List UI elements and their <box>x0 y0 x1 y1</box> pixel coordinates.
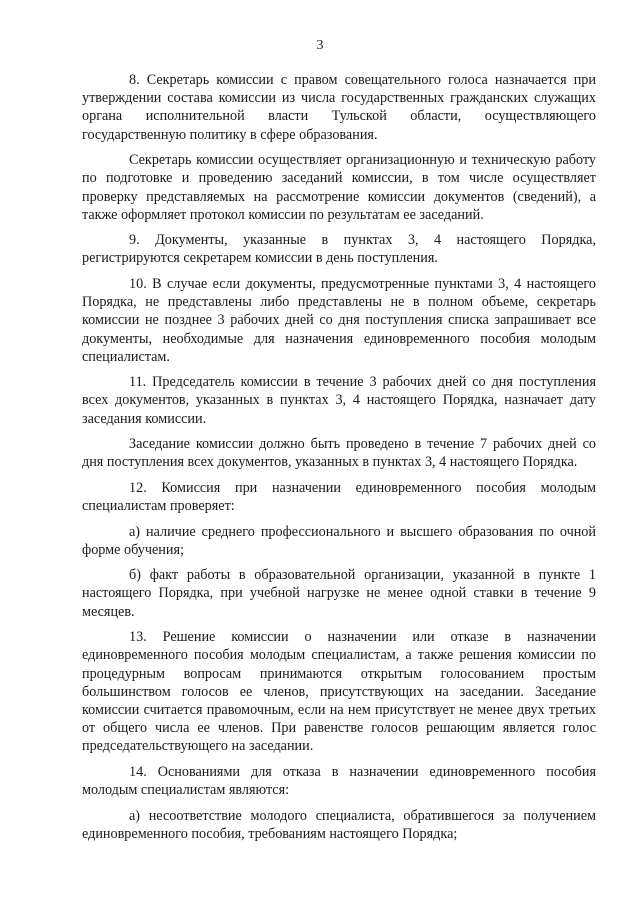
paragraph-12-a: а) наличие среднего профессионального и высшего образования по очной форме обучения; <box>82 523 596 558</box>
paragraph-9: 9. Документы, указанные в пунктах 3, 4 настоящего Порядка, регистрируются секретарем комиссии в день поступления. <box>82 232 596 267</box>
page-number: 3 <box>316 38 324 53</box>
document-body <box>82 71 596 850</box>
paragraph-13: 13. Решение комиссии о назначении или отказе в назначении единовременного пособия молодым специалистам, а также решения комиссии по процедурным вопросам принимаются открытым голосованием простым большинством голосов ее членов, присутствующих на заседании. Заседание комиссии считается правомочным, если на нем присутствует не менее двух третьих от общего числа ее членов. При равенстве голосов решающим является голос председательствующего на заседании. <box>82 629 596 755</box>
paragraph-8: 8. Секретарь комиссии с правом совещательного голоса назначается при утверждении состава комиссии из числа государственных гражданских служащих органа исполнительной власти Тульской области, осуществляющего государственную политику в сфере образования. <box>82 72 596 143</box>
paragraph-11: 11. Председатель комиссии в течение 3 рабочих дней со дня поступления всех документов, указанных в пунктах 3, 4 настоящего Порядка, назначает дату заседания комиссии. <box>82 374 596 427</box>
paragraph-8-secretary-duties: Секретарь комиссии осуществляет организационную и техническую работу по подготовке и проведению заседаний комиссии, в том числе осуществляет проверку представляемых на рассмотрение комиссии документов (сведений), а также оформляет протокол комиссии по результатам ее заседаний. <box>82 152 596 223</box>
paragraph-12-b: б) факт работы в образовательной организации, указанной в пункте 1 настоящего Порядка, при учебной нагрузке не менее одной ставки в течение 9 месяцев. <box>82 567 596 620</box>
paragraph-12: 12. Комиссия при назначении единовременного пособия молодым специалистам проверяет: <box>82 479 596 515</box>
paragraph-11-meeting-deadline: Заседание комиссии должно быть проведено в течение 7 рабочих дней со дня поступления всех документов, указанных в пунктах 3, 4 настоящего Порядка. <box>82 436 596 471</box>
paragraph-10: 10. В случае если документы, предусмотренные пунктами 3, 4 настоящего Порядка, не представлены либо представлены не в полном объеме, секретарь комиссии не позднее 3 рабочих дней со дня поступления списка запрашивает все документы, необходимые для назначения единовременного пособия молодым специалистам. <box>82 275 596 365</box>
paragraph-14-a: а) несоответствие молодого специалиста, обратившегося за получением единовременного пособия, требованиям настоящего Порядка; <box>82 807 596 842</box>
paragraph-14: 14. Основаниями для отказа в назначении единовременного пособия молодым специалистам являются: <box>82 763 596 799</box>
